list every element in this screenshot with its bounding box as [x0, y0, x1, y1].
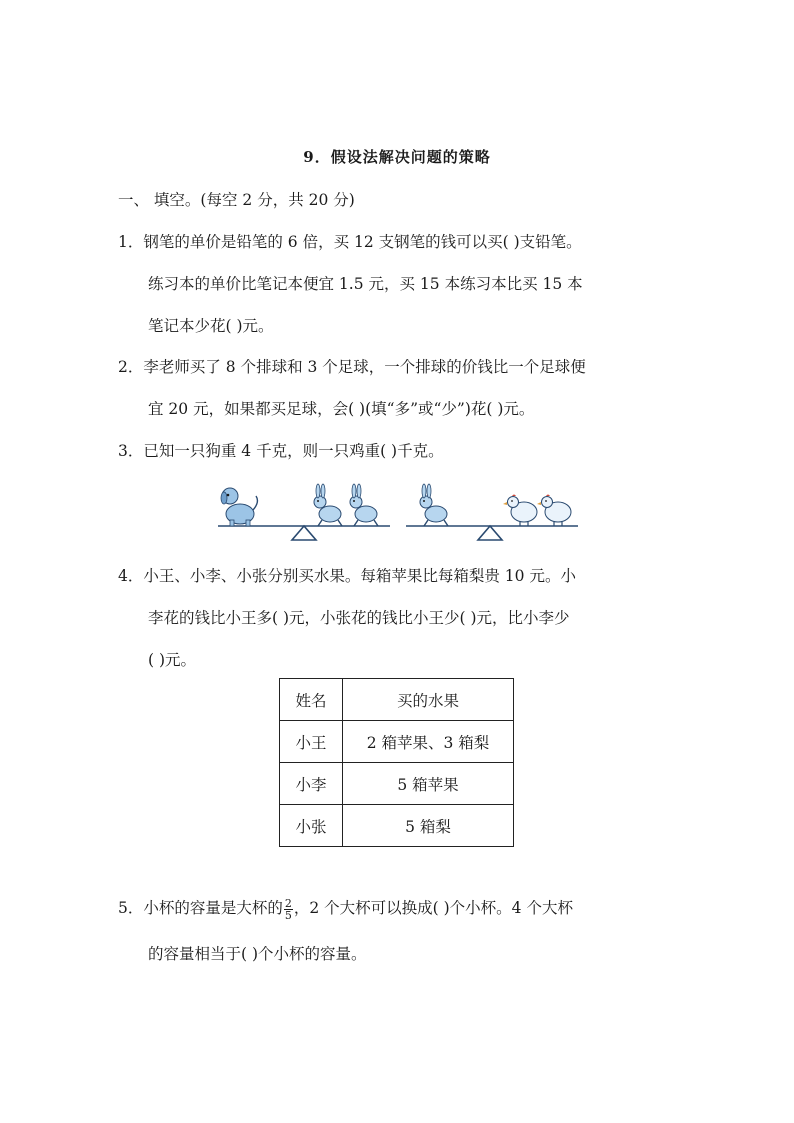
table-cell: 小王 — [280, 721, 343, 763]
q1-line3: 笔记本少花( )元。 — [148, 317, 274, 335]
rabbit-icon — [314, 484, 342, 526]
fraction-numerator: 2 — [284, 896, 292, 910]
table-cell: 小李 — [280, 763, 343, 805]
rabbit-icon — [350, 484, 378, 526]
q4-line3: ( )元。 — [148, 651, 197, 669]
q3-line1: 3．已知一只狗重 4 千克，则一只鸡重( )千克。 — [118, 442, 444, 460]
section-heading: 一、 填空。(每空 2 分，共 20 分) — [118, 191, 355, 209]
fraction-denominator: 5 — [284, 908, 292, 922]
balance-scales-illustration — [214, 480, 584, 544]
left-balance — [218, 484, 390, 540]
table-row — [280, 763, 514, 805]
hen-icon — [503, 495, 537, 527]
table-header-cell: 买的水果 — [343, 679, 514, 721]
fraction — [284, 898, 293, 921]
table-header-cell: 姓名 — [280, 679, 343, 721]
page-title: 9．假设法解决问题的策略 — [303, 148, 491, 166]
table-header-row — [280, 679, 514, 721]
q1-line1: 1．钢笔的单价是铅笔的 6 倍，买 12 支钢笔的钱可以买( )支铅笔。 — [118, 233, 582, 251]
right-balance — [406, 484, 578, 540]
q5-text-b: ，2 个大杯可以换成( )个小杯。4 个大杯 — [293, 899, 573, 917]
q2-line1: 2．李老师买了 8 个排球和 3 个足球，一个排球的价钱比一个足球便 — [118, 358, 586, 376]
q5-line1 — [118, 896, 573, 921]
table-row — [280, 721, 514, 763]
q1-line2: 练习本的单价比笔记本便宜 1.5 元，买 15 本练习本比买 15 本 — [148, 275, 583, 293]
table-cell: 小张 — [280, 805, 343, 847]
q5-line2: 的容量相当于( )个小杯的容量。 — [148, 945, 367, 963]
q4-line2: 李花的钱比小王多( )元，小张花的钱比小王少( )元，比小李少 — [148, 609, 570, 627]
q2-line2: 宜 20 元，如果都买足球，会( )(填“多”或“少”)花( )元。 — [148, 400, 535, 418]
table-cell: 5 箱苹果 — [343, 763, 514, 805]
q5-text-a: 5．小杯的容量是大杯的 — [118, 899, 283, 917]
table-cell: 5 箱梨 — [343, 805, 514, 847]
table-row — [280, 805, 514, 847]
dog-icon — [221, 488, 257, 526]
table-cell: 2 箱苹果、3 箱梨 — [343, 721, 514, 763]
q4-line1: 4．小王、小李、小张分别买水果。每箱苹果比每箱梨贵 10 元。小 — [118, 567, 576, 585]
rabbit-icon — [420, 484, 448, 526]
hen-icon — [537, 495, 571, 527]
fruit-table — [279, 678, 514, 847]
